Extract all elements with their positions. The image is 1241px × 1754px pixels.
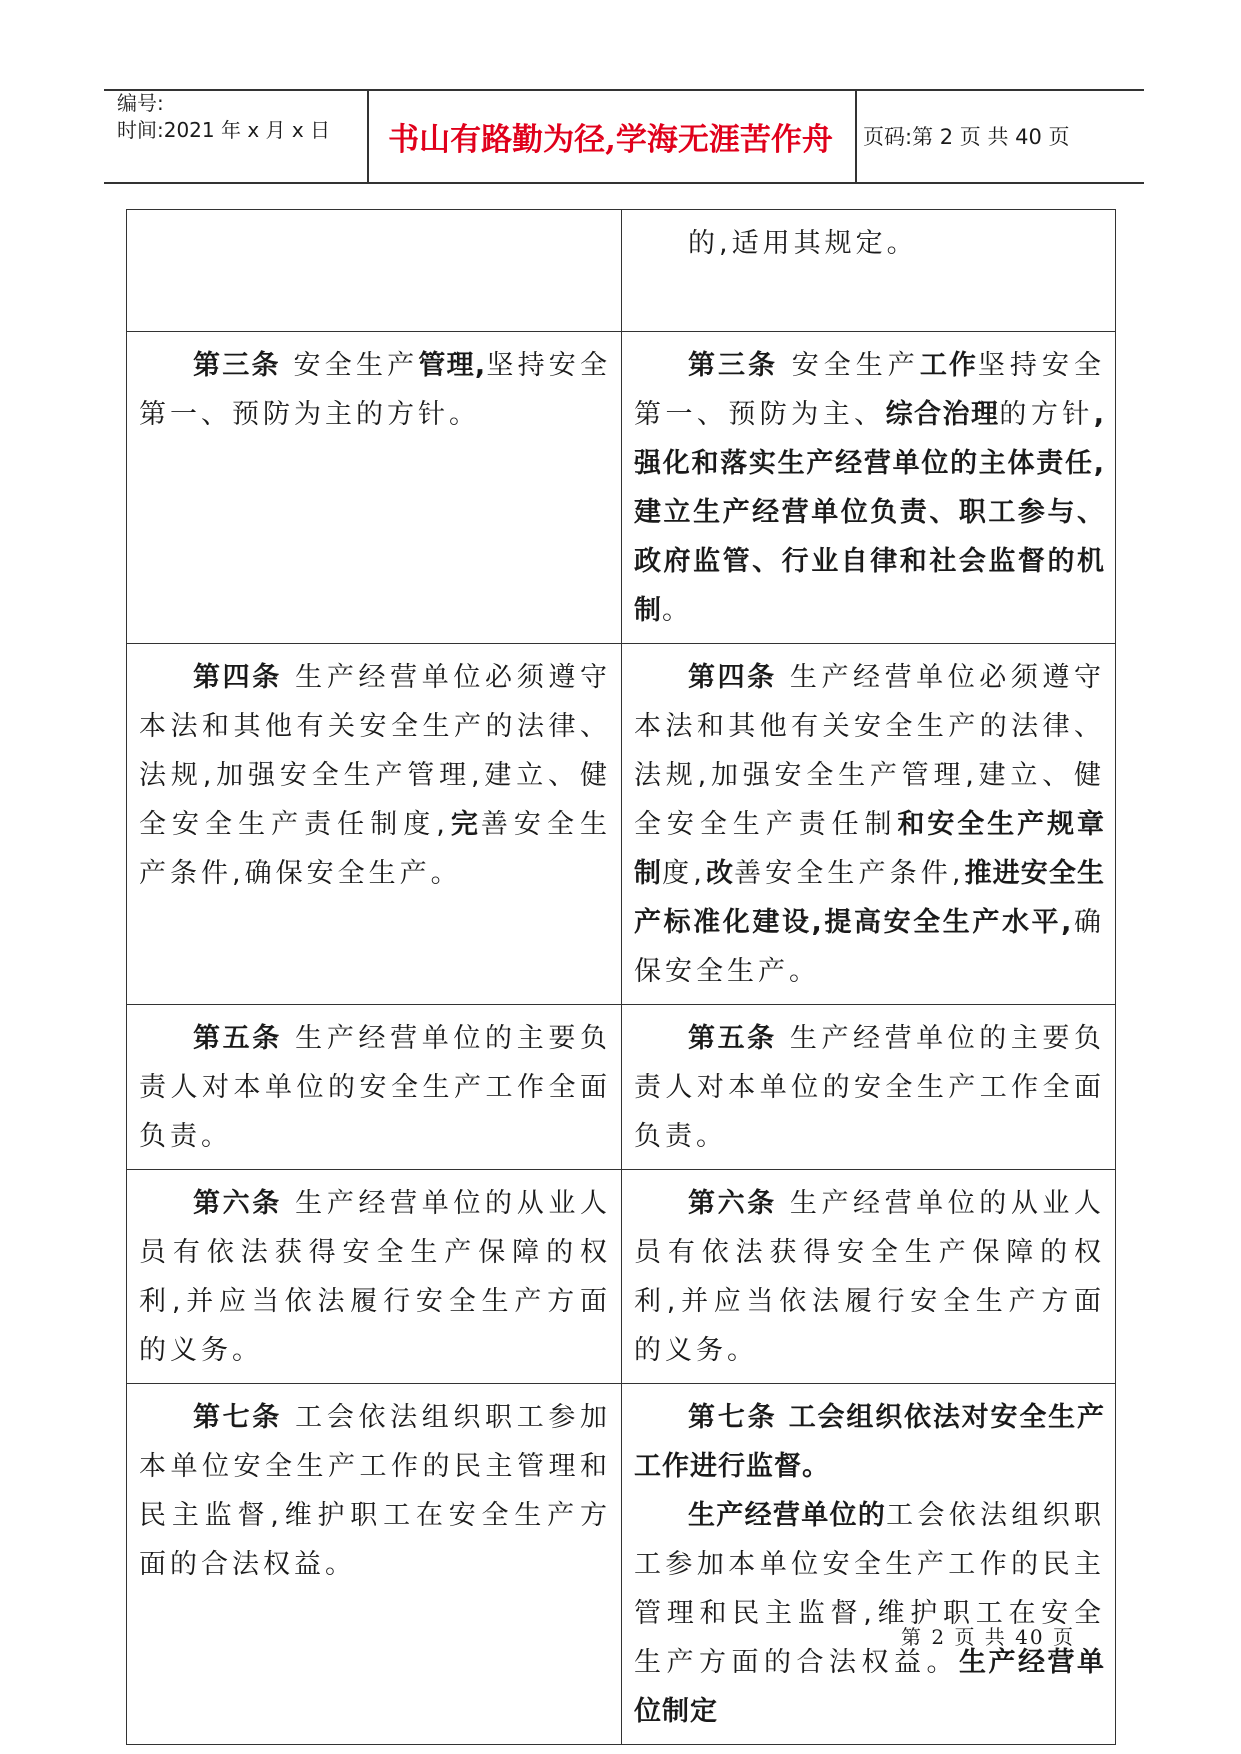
article-number: 第四条 [688, 662, 777, 693]
amended-text: 生产经营单位制定 [634, 1647, 1105, 1727]
amended-text: 完 [448, 809, 481, 840]
amended-text: 生产经营单位的 [688, 1500, 887, 1531]
amended-text: 综合治理 [885, 399, 1000, 430]
amended-text: 工作 [919, 350, 978, 381]
new-text-cell [622, 644, 1116, 1005]
old-text-cell [127, 1170, 622, 1384]
article-number: 第五条 [193, 1023, 282, 1054]
clause-text: 生产经营单位的主要负责人对本单位的安全生产工作全面负责。 [139, 1023, 612, 1152]
cell-paragraph [634, 1393, 1105, 1491]
clause-text: 善安全生产条件, [734, 858, 965, 889]
amended-text: 管理, [418, 350, 487, 381]
cell-paragraph [139, 1014, 611, 1161]
cell-paragraph [139, 341, 611, 439]
cell-paragraph [634, 1014, 1105, 1161]
old-text-cell [127, 1384, 622, 1745]
header-meta [117, 90, 362, 144]
amended-text: 工会组织依法对安全生产工作进行监督。 [634, 1402, 1105, 1482]
article-number: 第三条 [688, 350, 779, 381]
clause-text: 善安全生产条件,确保安全生产。 [139, 809, 611, 889]
new-text-cell [622, 1384, 1116, 1745]
clause-text: 安全生产 [280, 350, 419, 381]
clause-text: 工会依法组织职工参加本单位安全生产工作的民主管理和民主监督,维护职工在安全生产方面的合法权益。 [139, 1402, 612, 1580]
cell-paragraph [634, 219, 1105, 268]
amended-text: 改 [705, 858, 735, 889]
clause-text: 工会依法组织职工参加本单位安全生产工作的民主管理和民主监督,维护职工在安全生产方面的合法权益。 [634, 1500, 1106, 1678]
clause-text: 的方针 [999, 399, 1094, 430]
old-text-cell [127, 1005, 622, 1170]
header-motto: 书山有路勤为径,学海无涯苦作舟 [388, 121, 833, 158]
clause-text: 安全生产 [778, 350, 920, 381]
new-text-cell [622, 1170, 1116, 1384]
article-number: 第三条 [193, 350, 281, 381]
cell-paragraph [139, 1179, 611, 1375]
cell-paragraph [139, 1393, 611, 1589]
new-text-cell [622, 1005, 1116, 1170]
header-page-number: 页码:第 2 页 共 40 页 [863, 125, 1070, 149]
article-number: 第七条 [193, 1402, 282, 1433]
amended-text: 和安全生产规章制 [634, 809, 1106, 889]
new-text-cell [622, 210, 1116, 332]
footer-page-number: 第 2 页 共 40 页 [901, 1625, 1075, 1649]
table-row [127, 332, 1116, 644]
cell-paragraph [634, 341, 1105, 635]
article-number: 第六条 [688, 1188, 777, 1219]
header-divider-right [855, 89, 857, 184]
table-row [127, 1170, 1116, 1384]
old-text-cell [127, 332, 622, 644]
table-row [127, 210, 1116, 332]
amended-text: 推进安全生产标准化建设,提高安全生产水平, [634, 858, 1106, 938]
clause-text: 。 [662, 595, 693, 626]
clause-text: 确保安全生产。 [634, 907, 1105, 987]
article-number: 第四条 [193, 662, 282, 693]
law-comparison-table [126, 209, 1116, 1745]
old-text-cell [127, 210, 622, 332]
table-row [127, 1005, 1116, 1170]
cell-paragraph [634, 653, 1105, 996]
clause-text: 生产经营单位必须遵守本法和其他有关安全生产的法律、法规,加强安全生产管理,建立、健全安全生产责任制度, [139, 662, 612, 840]
serial-number-label: 编号: [117, 91, 164, 115]
cell-paragraph [139, 653, 611, 898]
cell-paragraph [634, 1491, 1105, 1736]
clause-text: 生产经营单位的从业人员有依法获得安全生产保障的权利,并应当依法履行安全生产方面的义务。 [139, 1188, 612, 1366]
clause-text: 生产经营单位的从业人员有依法获得安全生产保障的权利,并应当依法履行安全生产方面的义务。 [634, 1188, 1105, 1366]
new-text-cell [622, 332, 1116, 644]
clause-text: 坚持安全第一、预防为主、 [634, 350, 1105, 430]
table-row [127, 1384, 1116, 1745]
cell-paragraph [634, 1179, 1105, 1375]
clause-text: 生产经营单位的主要负责人对本单位的安全生产工作全面负责。 [634, 1023, 1105, 1152]
date-label: 时间:2021 年 x 月 x 日 [117, 118, 331, 142]
clause-text: 坚持安全第一、预防为主的方针。 [139, 350, 612, 430]
article-number: 第六条 [193, 1188, 282, 1219]
article-number: 第七条 [688, 1402, 778, 1433]
old-text-cell [127, 644, 622, 1005]
clause-text: 的,适用其规定。 [688, 228, 918, 259]
clause-text: 度, [662, 858, 706, 889]
clause-text: 生产经营单位必须遵守本法和其他有关安全生产的法律、法规,加强安全生产管理,建立、健全安全生产责任制 [634, 662, 1105, 840]
article-number: 第五条 [688, 1023, 777, 1054]
amended-text: ,强化和落实生产经营单位的主体责任,建立生产经营单位负责、职工参与、政府监管、行业自律和社会监督的机制 [634, 399, 1106, 626]
table-row [127, 644, 1116, 1005]
header-bottom-rule [104, 182, 1144, 184]
